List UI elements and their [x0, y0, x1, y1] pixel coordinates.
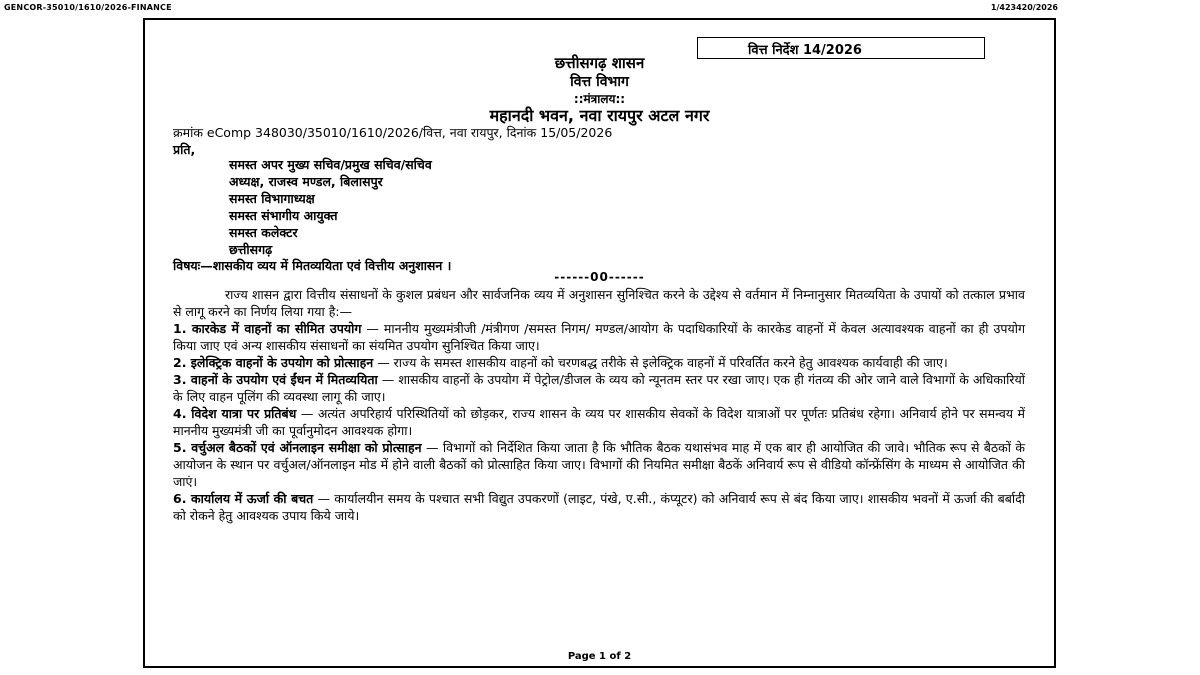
point-heading: 2. इलेक्ट्रिक वाहनों के उपयोग को प्रोत्साहन	[173, 355, 374, 370]
point-text: — विभागों को निर्देशित किया जाता है कि भौतिक बैठक यथासंभव माह में एक बार ही आयोजित की जावे। भौतिक रूप से बैठकों के आयोजन के स्थान पर वर्चुअल/ऑनलाइन मोड में होने वाली बैठकों को प्रोत्साहित किया जाए। विभागों की नियमित समीक्षा बैठकें अनिवार्य रूप से वीडियो कॉन्फ्रेंसिंग के माध्यम से आयोजित की जाएं।	[173, 440, 1025, 489]
point-paragraph	[173, 320, 1025, 354]
addressee-line: समस्त अपर मुख्य सचिव/प्रमुख सचिव/सचिव	[229, 157, 432, 172]
point-heading: 5. वर्चुअल बैठकों एवं ऑनलाइन समीक्षा को प्रोत्साहन	[173, 440, 422, 455]
point-text: — शासकीय वाहनों के उपयोग में पेट्रोल/डीजल के व्यय को न्यूनतम स्तर पर रखा जाए। एक ही गंतव्य की ओर जाने वाले विभागों के अधिकारियों के लिए वाहन पूलिंग की व्यवस्था लागू की जाए।	[173, 372, 1025, 404]
building-heading: महानदी भवन, नवा रायपुर अटल नगर	[489, 106, 710, 125]
point-text: — माननीय मुख्यमंत्रीजी /मंत्रीगण /समस्त निगम/ मण्डल/आयोग के पदाधिकारियों के कारकेड वाहनों में केवल अत्यावश्यक वाहनों का ही उपयोग किया जाए एवं अन्य शासकीय संसाधनों का संयमित उपयोग सुनिश्चित किया जाए।	[173, 321, 1025, 353]
addressee-line: अध्यक्ष, राजस्व मण्डल, बिलासपुर	[229, 174, 383, 189]
ministry-heading: ::मंत्रालय::	[573, 92, 626, 106]
point-heading: 1. कारकेड में वाहनों का सीमित उपयोग	[173, 321, 362, 336]
to-label: प्रति,	[173, 142, 196, 157]
point-heading: 4. विदेश यात्रा पर प्रतिबंध	[173, 406, 297, 421]
point-paragraph	[173, 490, 1025, 524]
department-heading: वित्त विभाग	[570, 74, 629, 90]
addressee-line: समस्त संभागीय आयुक्त	[229, 208, 338, 223]
addressee-line: समस्त विभागाध्यक्ष	[229, 191, 315, 206]
point-heading: 6. कार्यालय में ऊर्जा की बचत	[173, 491, 314, 506]
addressee-line: छत्तीसगढ़	[229, 242, 273, 257]
point-paragraph	[173, 439, 1025, 490]
reference-box: वित्त निर्देश 14/2026	[697, 37, 985, 59]
point-paragraph	[173, 405, 1025, 439]
header-file-code: GENCOR-35010/1610/2026-FINANCE	[4, 3, 172, 12]
point-heading: 3. वाहनों के उपयोग एवं ईंधन में मितव्ययिता	[173, 372, 378, 387]
document-body	[173, 286, 1025, 524]
point-text: — राज्य के समस्त शासकीय वाहनों को चरणबद्ध तरीके से इलेक्ट्रिक वाहनों में परिवर्तित करने हेतु आवश्यक कार्यवाही की जाए।	[373, 355, 948, 370]
intro-paragraph: राज्य शासन द्वारा वित्तीय संसाधनों के कुशल प्रबंधन और सार्वजनिक व्यय में अनुशासन सुनिश्चित करने के उद्देश्य से वर्तमान में निम्नानुसार मितव्ययिता के उपायों को तत्काल प्रभाव से लागू करने का निर्णय लिया गया है:—	[173, 287, 1025, 319]
document-page	[143, 18, 1056, 668]
addressee-line: समस्त कलेक्टर	[229, 225, 298, 240]
order-number: क्रमांक eComp 348030/35010/1610/2026/वित्त, नवा रायपुर, दिनांक 15/05/2026	[173, 125, 613, 140]
government-heading: छत्तीसगढ़ शासन	[554, 54, 645, 72]
subject-line: विषयः—शासकीय व्यय में मितव्ययिता एवं वित्तीय अनुशासन ।	[173, 258, 452, 273]
point-paragraph	[173, 371, 1025, 405]
point-text: — कार्यालयीन समय के पश्चात सभी विद्युत उपकरणों (लाइट, पंखे, ए.सी., कंप्यूटर) को अनिवार्य रूप से बंद किया जाए। शासकीय भवनों में ऊर्जा की बर्बादी को रोकने हेतु आवश्यक उपाय किये जाये।	[173, 491, 1026, 523]
point-paragraph	[173, 354, 1025, 371]
page-number: Page 1 of 2	[567, 651, 632, 662]
header-doc-number: 1/423420/2026	[990, 3, 1058, 12]
section-divider: ------00------	[554, 270, 645, 284]
point-text: — अत्यंत अपरिहार्य परिस्थितियों को छोड़कर, राज्य शासन के व्यय पर शासकीय सेवकों के विदेश यात्राओं पर पूर्णतः प्रतिबंध रहेगा। अनिवार्य होने पर समन्वय में माननीय मुख्यमंत्री जी का पूर्वानुमोदन आवश्यक होगा।	[173, 406, 1025, 438]
